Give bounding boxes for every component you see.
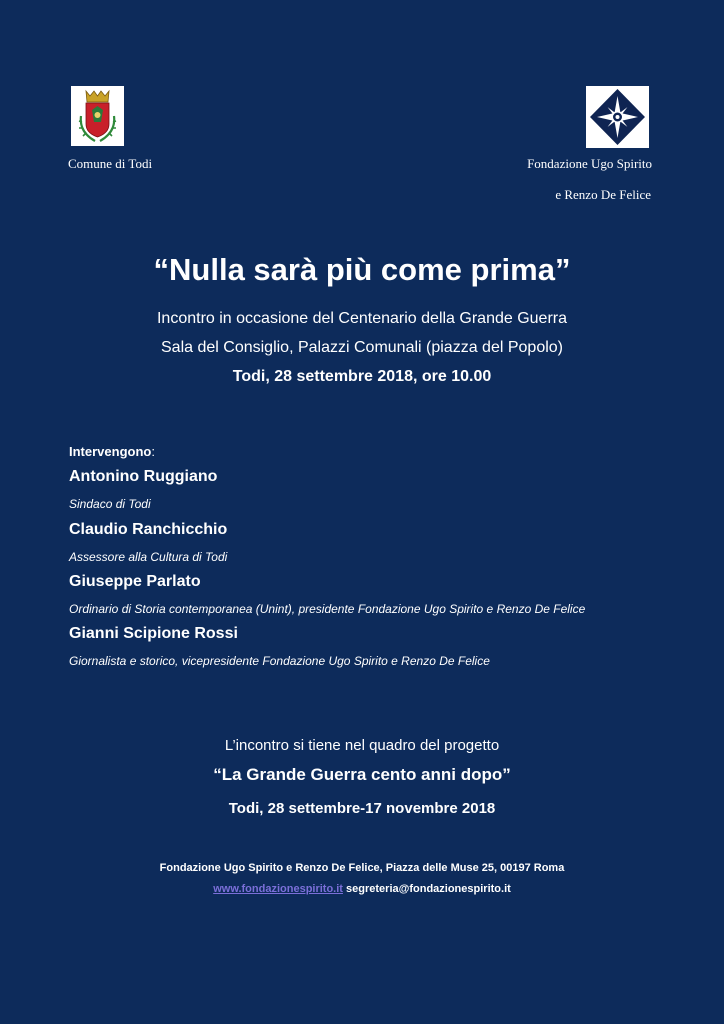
fondazione-label-line2: e Renzo De Felice (555, 187, 651, 202)
speaker-role: Giornalista e storico, vicepresidente Fondazione Ugo Spirito e Renzo De Felice (69, 654, 490, 668)
event-subtitle-line2: Sala del Consiglio, Palazzi Comunali (piazza del Popolo) (161, 339, 563, 356)
fondazione-logo (586, 86, 649, 148)
fondazione-label-line1: Fondazione Ugo Spirito (527, 156, 652, 171)
project-intro: L’incontro si tiene nel quadro del progetto (224, 737, 500, 754)
speaker-name: Giuseppe Parlato (69, 573, 201, 590)
comune-todi-logo (71, 86, 124, 146)
event-subtitle-line1: Incontro in occasione del Centenario della Grande Guerra (156, 310, 568, 327)
event-date-time: Todi, 28 settembre 2018, ore 10.00 (232, 368, 492, 385)
compass-star-icon (586, 86, 649, 148)
email-text[interactable]: segreteria@fondazionespirito.it (346, 883, 511, 895)
footer-address: Fondazione Ugo Spirito e Renzo De Felice, Piazza delle Muse 25, 00197 Roma (159, 862, 565, 874)
speaker-role: Assessore alla Cultura di Todi (69, 550, 228, 564)
website-link[interactable]: www.fondazionespirito.it (213, 883, 343, 895)
comune-todi-label: Comune di Todi (68, 156, 153, 171)
speaker-name: Antonino Ruggiano (69, 468, 218, 485)
project-dates: Todi, 28 settembre-17 novembre 2018 (228, 800, 496, 817)
speaker-role: Sindaco di Todi (69, 497, 151, 511)
speaker-name: Gianni Scipione Rossi (69, 625, 238, 642)
event-title: “Nulla sarà più come prima” (153, 252, 571, 287)
project-name: “La Grande Guerra cento anni dopo” (213, 765, 511, 784)
speaker-name: Claudio Ranchicchio (69, 521, 228, 538)
coat-of-arms-icon (71, 86, 124, 146)
footer-contacts (0, 883, 724, 895)
speakers-label-colon: : (151, 444, 155, 459)
speakers-heading (69, 444, 155, 459)
speaker-role: Ordinario di Storia contemporanea (Unint), presidente Fondazione Ugo Spirito e Renzo De Felice (69, 602, 586, 616)
speakers-label: Intervengono (69, 444, 152, 459)
